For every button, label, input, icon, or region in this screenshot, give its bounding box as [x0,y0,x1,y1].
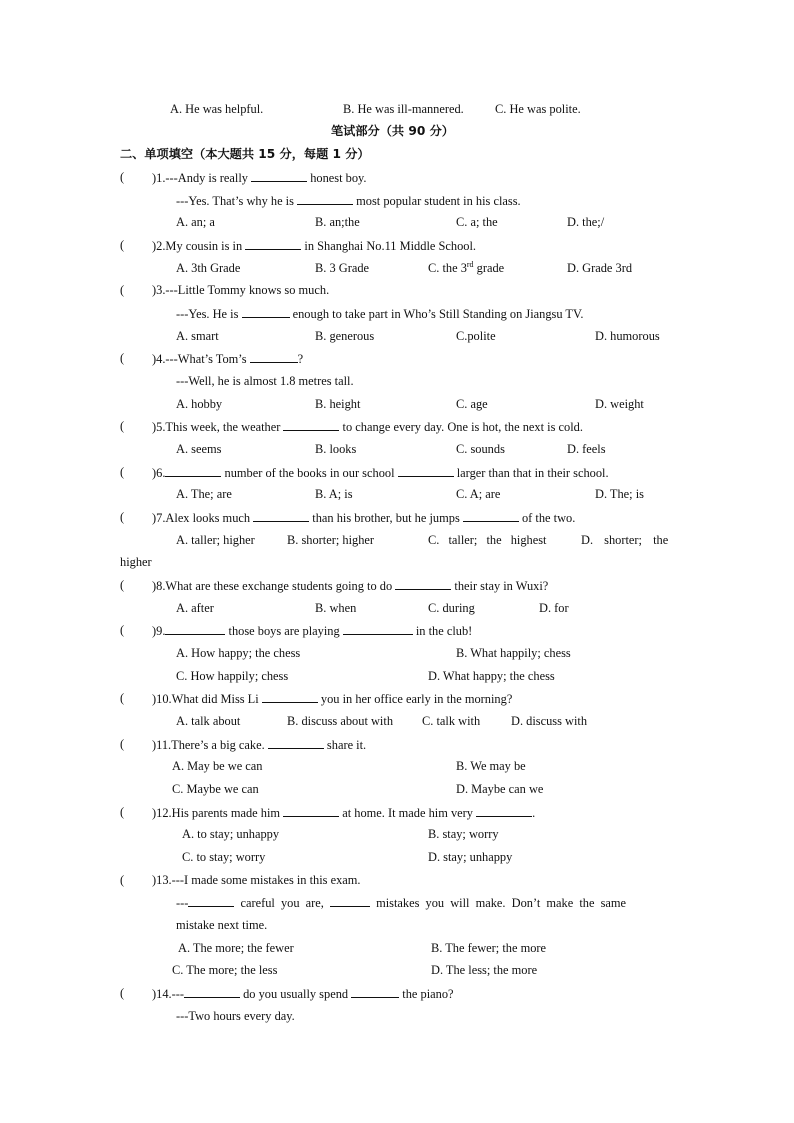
answer-blank [165,464,221,477]
question-text: ---Well, he is almost 1.8 metres tall. [176,374,354,388]
option-b: B. looks [315,442,357,456]
answer-bracket[interactable]: ( [120,238,125,252]
option-c: C. a; the [456,215,498,229]
question-text: do you usually spend [240,987,352,1001]
option-a: A. talk about [176,714,241,728]
question-number: )2. [152,239,166,253]
option-d: D. feels [567,442,606,456]
question-text: honest boy. [307,171,367,185]
prev-option-b: B. He was ill-mannered. [343,102,464,116]
question-text: share it. [323,738,367,752]
option-d: D. The less; the more [431,963,538,977]
section-title: 笔试部分（共 90 分） [331,124,454,138]
question-number: )14. [152,987,172,1001]
question-text: than his brother, but he jumps [309,511,463,525]
question-text: mistake next time. [176,918,268,932]
option-c: C. sounds [456,442,505,456]
question-number: )13. [152,873,172,887]
question-text: to change every day. One is hot, the next is cold. [339,420,583,434]
answer-bracket[interactable]: ( [120,805,125,819]
answer-bracket[interactable]: ( [120,578,125,592]
question-number: )5. [152,420,166,434]
option-b: B. discuss about with [287,714,394,728]
answer-blank [463,509,519,522]
option-c: C. to stay; worry [182,850,266,864]
option-a: A. 3th Grade [176,261,241,275]
option-c: C. taller; the highest [428,533,547,547]
question-number: )8. [152,579,166,593]
question-text: ---Andy is really [165,171,252,185]
answer-blank [476,804,532,817]
option-c: C.polite [456,329,496,343]
question-text: What are these exchange students going to do [165,579,396,593]
question-text: the piano? [399,987,454,1001]
option-c: C. How happily; chess [176,669,289,683]
question-number: )1. [152,171,166,185]
option-a: A. after [176,601,214,615]
question-text: What did Miss Li [171,692,262,706]
answer-blank [395,577,451,590]
question-number: )4. [152,352,166,366]
answer-blank [184,985,240,998]
question-text: --- [171,987,185,1001]
question-text: of the two. [518,511,576,525]
option-c: C. talk with [422,714,481,728]
option-b: B. The fewer; the more [431,941,547,955]
answer-blank [343,622,413,635]
option-d: D. Maybe can we [456,782,544,796]
question-text: in Shanghai No.11 Middle School. [301,239,477,253]
answer-bracket[interactable]: ( [120,623,125,637]
option-d: D. humorous [595,329,660,343]
question-text: ---Yes. He is [176,307,242,321]
question-number: )12. [152,806,172,820]
question-text: ? [297,352,304,366]
answer-bracket[interactable]: ( [120,986,125,1000]
option-a: A. seems [176,442,222,456]
option-a: A. May be we can [172,759,263,773]
question-text: There’s a big cake. [171,738,268,752]
answer-blank [398,464,454,477]
question-number: )6. [152,466,166,480]
answer-blank [245,237,301,250]
prev-option-a: A. He was helpful. [170,102,264,116]
question-text: ---I made some mistakes in this exam. [171,873,361,887]
answer-blank [250,350,298,363]
answer-bracket[interactable]: ( [120,351,125,365]
answer-blank [242,305,290,318]
question-text: those boys are playing [225,624,343,638]
answer-blank [251,169,307,182]
answer-bracket[interactable]: ( [120,283,125,297]
question-text: His parents made him [171,806,284,820]
question-text: Alex looks much [165,511,254,525]
answer-bracket[interactable]: ( [120,691,125,705]
option-d: D. The; is [595,487,644,501]
answer-blank [351,985,399,998]
option-d: D. for [539,601,569,615]
answer-blank [165,622,225,635]
option-d: D. the;/ [567,215,605,229]
question-text: This week, the weather [165,420,284,434]
question-text: their stay in Wuxi? [451,579,549,593]
answer-blank [330,894,370,907]
question-text: larger than that in their school. [453,466,609,480]
prev-option-c: C. He was polite. [495,102,581,116]
answer-bracket[interactable]: ( [120,737,125,751]
question-text: mistakes you will make. Don’t make the same [369,896,627,910]
question-text: ---Two hours every day. [176,1009,295,1023]
answer-bracket[interactable]: ( [120,170,125,184]
question-number: )9. [152,624,166,638]
option-b: B. shorter; higher [287,533,375,547]
option-c: C. The more; the less [172,963,278,977]
option-b: B. A; is [315,487,353,501]
answer-blank [262,690,318,703]
option-d: D. What happy; the chess [428,669,555,683]
question-text: enough to take part in Who’s Still Standing on Jiangsu TV. [289,307,584,321]
question-number: )7. [152,511,166,525]
question-number: )3. [152,283,166,297]
answer-blank [268,736,324,749]
option-b: B. We may be [456,759,526,773]
answer-bracket[interactable]: ( [120,873,125,887]
option-b: B. an;the [315,215,360,229]
option-d: D. shorter; the [581,533,669,547]
option-a: A. to stay; unhappy [182,827,280,841]
option-a: A. hobby [176,397,223,411]
question-text: --- [176,896,189,910]
answer-blank [297,192,353,205]
option-d: D. discuss with [511,714,588,728]
question-text: careful you are, [234,896,330,910]
question-text: in the club! [412,624,473,638]
option-c: C. Maybe we can [172,782,259,796]
answer-blank [253,509,309,522]
question-text: My cousin is in [165,239,246,253]
option-d-wrap: higher [120,555,152,569]
option-a: A. smart [176,329,219,343]
answer-blank [188,894,234,907]
question-text: ---Yes. That’s why he is [176,194,298,208]
question-text: ---What’s Tom’s [165,352,250,366]
part-title: 二、单项填空（本大题共 15 分，每题 1 分） [120,147,370,161]
option-a: A. The; are [176,487,232,501]
question-text: you in her office early in the morning? [317,692,513,706]
option-c: C. A; are [456,487,501,501]
question-number: )11. [152,738,172,752]
option-b: B. height [315,397,361,411]
option-b: B. 3 Grade [315,261,370,275]
question-text: ---Little Tommy knows so much. [165,283,330,297]
option-c: C. during [428,601,475,615]
option-c: C. age [456,397,488,411]
option-b: B. stay; worry [428,827,499,841]
answer-blank [283,418,339,431]
option-b: B. generous [315,329,375,343]
option-a: A. taller; higher [176,533,255,547]
question-text: most popular student in his class. [353,194,521,208]
option-d: D. stay; unhappy [428,850,513,864]
question-text: . [532,806,536,820]
answer-bracket[interactable]: ( [120,419,125,433]
option-a: A. How happy; the chess [176,646,301,660]
option-a: A. The more; the fewer [178,941,294,955]
question-text: at home. It made him very [339,806,477,820]
option-c: C. the 3rd grade [428,259,505,275]
answer-bracket[interactable]: ( [120,465,125,479]
option-b: B. when [315,601,357,615]
option-a: A. an; a [176,215,215,229]
answer-blank [283,804,339,817]
option-d: D. Grade 3rd [567,261,633,275]
answer-bracket[interactable]: ( [120,510,125,524]
option-d: D. weight [595,397,644,411]
question-number: )10. [152,692,172,706]
option-b: B. What happily; chess [456,646,571,660]
question-text: number of the books in our school [221,466,398,480]
